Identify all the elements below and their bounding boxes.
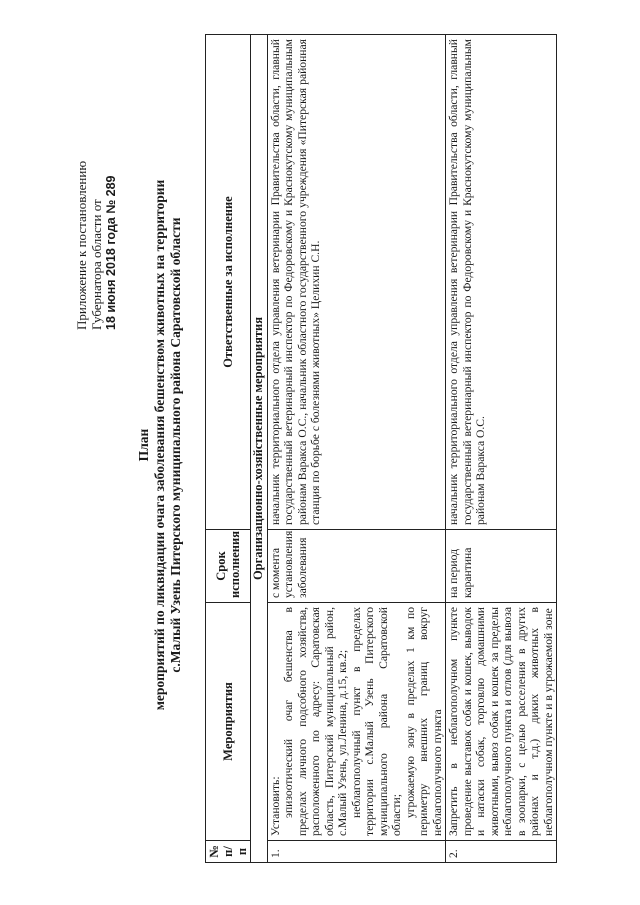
- approval-date: 18 июня 2018 года № 289: [104, 175, 118, 330]
- header-num: № п/п: [206, 841, 251, 863]
- approval-line-2: Губернатора области от: [89, 199, 104, 330]
- row-term: на период карантина: [446, 530, 557, 603]
- row-responsible: начальник территориального отдела управления ветеринарии Правительства области, главный государственный ветеринарный инспектор по Федоровскому и Краснокутскому муниципальным районам Варакса О.С., начальник областного государственного учреждения «Питерская районная станция по борьбе с болезнями животных» Целихин С.Н.: [267, 35, 446, 530]
- row-num: 2.: [446, 841, 557, 863]
- header-term: Срок исполнения: [206, 530, 251, 603]
- title-line-2: мероприятий по ликвидации очага заболевания бешенством животных на территории: [152, 179, 167, 711]
- action-intro: Установить:: [268, 776, 282, 836]
- table-row: [446, 35, 557, 863]
- title-line-1: План: [136, 428, 151, 462]
- action-paragraph: угрожаемую зону в пределах 1 км по периметру внешних границ вокруг неблагополучного пункта: [403, 607, 444, 836]
- plan-table: [205, 34, 557, 863]
- section-row: [251, 35, 268, 863]
- approval-stamp: [74, 80, 119, 330]
- row-num: 1.: [267, 841, 446, 863]
- action-paragraph: неблагополучный пункт в пределах территории с.Малый Узень Питерского муниципального района Саратовской области;: [349, 607, 403, 836]
- table-row: [267, 35, 446, 863]
- action-paragraph: эпизоотический очаг бешенства в пределах личного подсобного хозяйства, расположенного по адресу: Саратовская область, Питерский муниципальный район, с.Малый Узень, ул.Ленина, д.15, кв.2;: [282, 607, 349, 836]
- approval-line-1: Приложение к постановлению: [74, 160, 89, 330]
- header-responsible: Ответственные за исполнение: [206, 35, 251, 530]
- row-action: [267, 603, 446, 841]
- row-term: с момента установления заболевания: [267, 530, 446, 603]
- row-responsible: начальник территориального отдела управления ветеринарии Правительства области, главный государственный ветеринарный инспектор по Федоровскому и Краснокутскому муниципальным районам Варакса О.С.: [446, 35, 557, 530]
- row-action: Запретить в неблагополучном пункте проведение выставок собак и кошек, выводок и натаски собак, торговлю домашними животными, вывоз собак и кошек за пределы неблагополучного пункта и отлов (для вывоза в зоопарки, с целью расселения в других районах и т.д.) диких животных в неблагополучном пункте и в угрожаемой зоне: [446, 603, 557, 841]
- title-line-3: с.Малый Узень Питерского муниципального района Саратовской области: [168, 217, 183, 673]
- document-title: [136, 115, 184, 775]
- header-action: Мероприятия: [206, 603, 251, 841]
- section-title: Организационно-хозяйственные мероприятия: [251, 35, 268, 863]
- table-header-row: [206, 35, 251, 863]
